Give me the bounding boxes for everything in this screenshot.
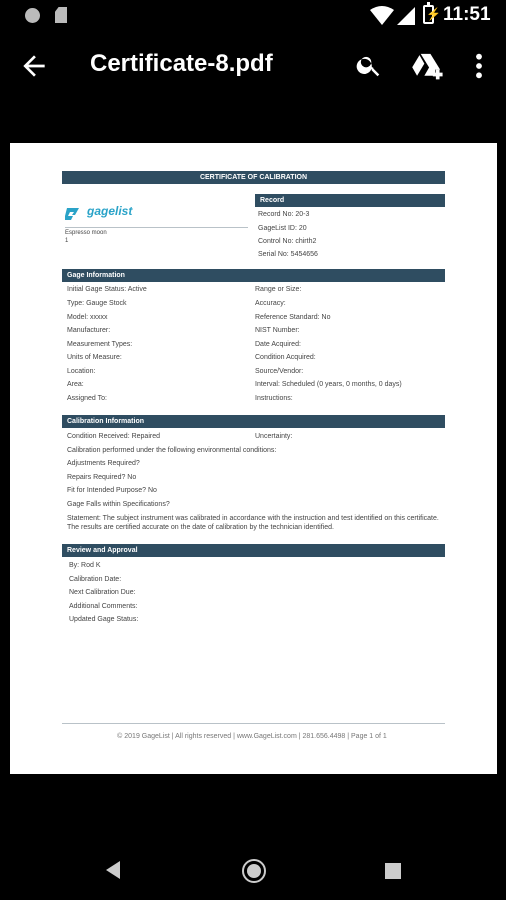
gage-information-heading: Gage Information bbox=[62, 269, 445, 282]
company-name: Espresso moon bbox=[65, 230, 107, 236]
gage-field: Initial Gage Status: Active bbox=[67, 286, 147, 293]
calibration-line: Fit for Intended Purpose? No bbox=[67, 487, 157, 494]
gage-field: Date Acquired: bbox=[255, 341, 301, 348]
review-line: By: Rod K bbox=[69, 562, 101, 569]
control-number: Control No: chirth2 bbox=[258, 238, 317, 245]
sd-card-icon bbox=[55, 7, 67, 23]
search-icon[interactable] bbox=[355, 51, 383, 79]
gage-field: Source/Vendor: bbox=[255, 368, 304, 375]
nav-recents-icon[interactable] bbox=[385, 863, 401, 879]
review-line: Calibration Date: bbox=[69, 576, 122, 583]
status-bar bbox=[0, 0, 506, 32]
gage-field: Area: bbox=[67, 381, 84, 388]
gage-field: Location: bbox=[67, 368, 96, 375]
logo-text: gagelist bbox=[87, 204, 133, 218]
serial-number: Serial No: 5454656 bbox=[258, 251, 318, 258]
pdf-page[interactable] bbox=[10, 143, 497, 774]
battery-icon: ⚡ bbox=[423, 5, 434, 24]
nav-home-icon[interactable] bbox=[242, 859, 266, 883]
nav-back-icon[interactable] bbox=[104, 860, 122, 880]
gage-field: Assigned To: bbox=[67, 395, 107, 402]
notification-dot-icon bbox=[25, 8, 40, 23]
gage-field: Manufacturer: bbox=[67, 327, 111, 334]
condition-received: Condition Received: Repaired bbox=[67, 433, 160, 440]
gagelist-id: GageList ID: 20 bbox=[258, 225, 307, 232]
company-line-2: 1 bbox=[65, 238, 69, 244]
navigation-bar bbox=[0, 836, 506, 900]
back-arrow-icon[interactable] bbox=[18, 50, 50, 82]
gage-field: Type: Gauge Stock bbox=[67, 300, 127, 307]
gage-field: Units of Measure: bbox=[67, 354, 122, 361]
record-number: Record No: 20-3 bbox=[258, 211, 310, 218]
gage-field: Reference Standard: No bbox=[255, 314, 331, 321]
review-line: Additional Comments: bbox=[69, 603, 138, 610]
more-vertical-icon[interactable] bbox=[472, 52, 486, 80]
document-title: Certificate-8.pdf bbox=[90, 50, 273, 77]
gage-field: Measurement Types: bbox=[67, 341, 133, 348]
clock: 11:51 bbox=[443, 4, 491, 25]
footer-divider bbox=[62, 723, 445, 724]
gage-field: Accuracy: bbox=[255, 300, 286, 307]
gage-field: Range or Size: bbox=[255, 286, 302, 293]
uncertainty: Uncertainty: bbox=[255, 433, 293, 440]
certificate-title: CERTIFICATE OF CALIBRATION bbox=[62, 171, 445, 184]
calibration-information-heading: Calibration Information bbox=[62, 415, 445, 428]
calibration-line: Gage Falls within Specifications? bbox=[67, 501, 170, 508]
wifi-icon bbox=[370, 6, 394, 26]
calibration-statement: Statement: The subject instrument was calibrated in accordance with the instruction and test identified on this certificate. The results are certified accurate on the date of calibration by the technician identified. bbox=[67, 515, 439, 531]
gage-field: Condition Acquired: bbox=[255, 354, 316, 361]
cell-signal-icon bbox=[397, 7, 415, 25]
calibration-line: Adjustments Required? bbox=[67, 460, 140, 467]
calibration-line: Calibration performed under the following environmental conditions: bbox=[67, 447, 277, 454]
app-bar bbox=[0, 32, 506, 98]
review-approval-heading: Review and Approval bbox=[62, 544, 445, 557]
page-footer: © 2019 GageList | All rights reserved | www.GageList.com | 281.656.4498 | Page 1 of 1 bbox=[117, 733, 387, 740]
gage-field: Interval: Scheduled (0 years, 0 months, 0 days) bbox=[255, 381, 402, 388]
review-line: Next Calibration Due: bbox=[69, 589, 136, 596]
calibration-line: Repairs Required? No bbox=[67, 474, 137, 481]
record-heading: Record bbox=[255, 194, 445, 207]
gage-field: Instructions: bbox=[255, 395, 293, 402]
gage-field: Model: xxxxx bbox=[67, 314, 108, 321]
gage-field: NIST Number: bbox=[255, 327, 300, 334]
review-line: Updated Gage Status: bbox=[69, 616, 139, 623]
drive-add-icon[interactable] bbox=[411, 51, 445, 81]
logo-divider bbox=[65, 227, 248, 228]
